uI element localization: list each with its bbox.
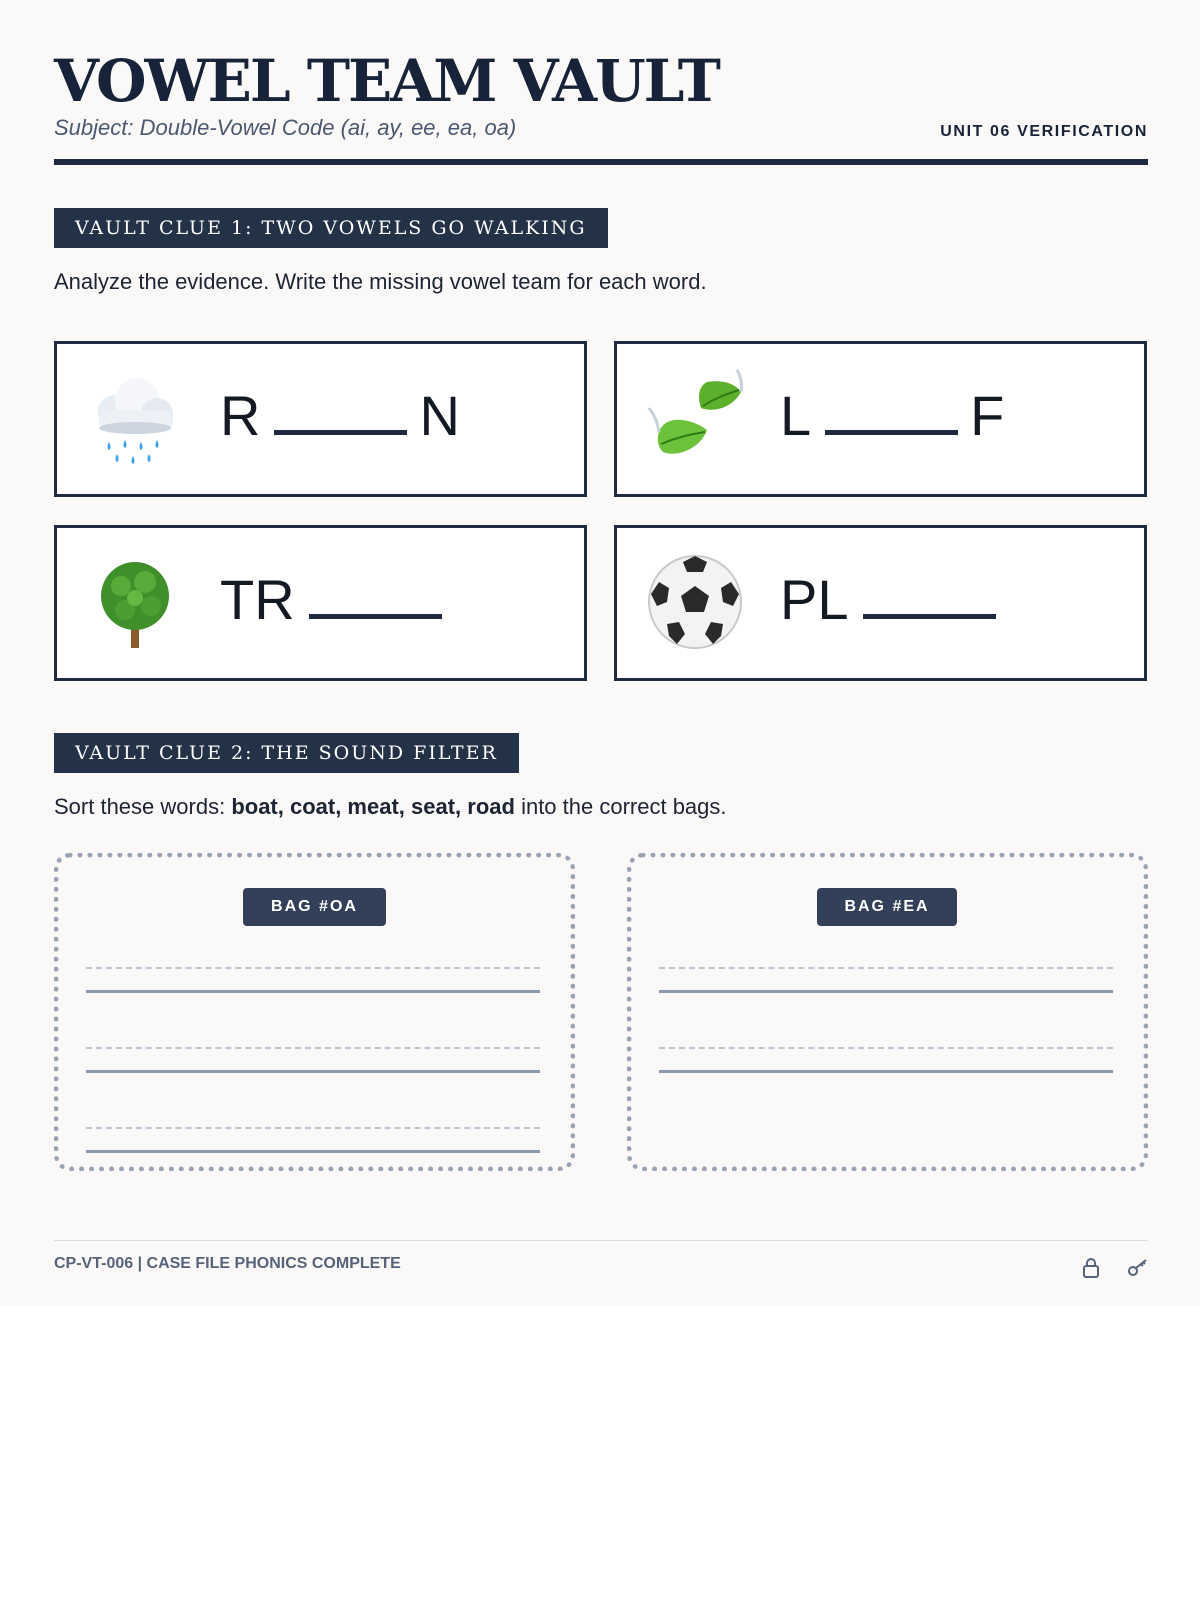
key-icon: [1126, 1256, 1150, 1280]
bag-oa-label: BAG #OA: [243, 888, 386, 926]
word-start: PL: [780, 568, 849, 631]
rain-cloud-icon: [85, 368, 185, 468]
lock-icon: [1079, 1256, 1103, 1280]
footer-code: CP-VT-006 | CASE FILE PHONICS COMPLETE: [54, 1255, 401, 1272]
tree-icon: [85, 552, 185, 652]
clue-2-heading: VAULT CLUE 2: THE SOUND FILTER: [54, 733, 519, 773]
soccer-ball-icon: [645, 552, 745, 652]
answer-blank[interactable]: [863, 614, 996, 619]
word-start: TR: [220, 568, 295, 631]
writing-guide-dashed: [86, 1127, 540, 1129]
answer-blank[interactable]: [309, 614, 442, 619]
answer-blank[interactable]: [825, 430, 958, 435]
word-tree: [220, 568, 454, 632]
leaves-icon: [645, 368, 745, 468]
instruction-prefix: Sort these words:: [54, 794, 232, 819]
word-start: R: [220, 384, 261, 447]
clue-2-instruction: [54, 794, 727, 820]
writing-line[interactable]: [86, 990, 540, 993]
word-list: boat, coat, meat, seat, road: [231, 794, 515, 819]
writing-guide-dashed: [86, 1047, 540, 1049]
page-title: VOWEL TEAM VAULT: [54, 47, 719, 115]
writing-line[interactable]: [86, 1070, 540, 1073]
writing-line[interactable]: [659, 990, 1113, 993]
word-card-rain: [54, 341, 587, 497]
writing-line[interactable]: [86, 1150, 540, 1153]
unit-label: UNIT 06 VERIFICATION: [940, 123, 1148, 140]
word-play: [780, 568, 1008, 632]
word-card-play: [614, 525, 1147, 681]
writing-guide-dashed: [86, 967, 540, 969]
instruction-suffix: into the correct bags.: [514, 794, 727, 819]
word-end: F: [970, 384, 1005, 447]
clue-1-heading: VAULT CLUE 1: TWO VOWELS GO WALKING: [54, 208, 608, 248]
bag-oa: [54, 853, 575, 1171]
word-leaf: [780, 384, 1004, 448]
word-card-leaf: [614, 341, 1147, 497]
word-end: N: [419, 384, 460, 447]
writing-guide-dashed: [659, 967, 1113, 969]
footer-divider: [54, 1240, 1148, 1241]
bag-ea-label: BAG #EA: [817, 888, 957, 926]
header-divider: [54, 159, 1148, 165]
clue-1-instruction: Analyze the evidence. Write the missing vowel team for each word.: [54, 269, 707, 294]
answer-blank[interactable]: [274, 430, 407, 435]
word-rain: [220, 384, 460, 448]
writing-line[interactable]: [659, 1070, 1113, 1073]
word-start: L: [780, 384, 812, 447]
word-card-tree: [54, 525, 587, 681]
bag-ea: [627, 853, 1148, 1171]
subtitle: Subject: Double-Vowel Code (ai, ay, ee, ea, oa): [54, 115, 517, 140]
writing-guide-dashed: [659, 1047, 1113, 1049]
